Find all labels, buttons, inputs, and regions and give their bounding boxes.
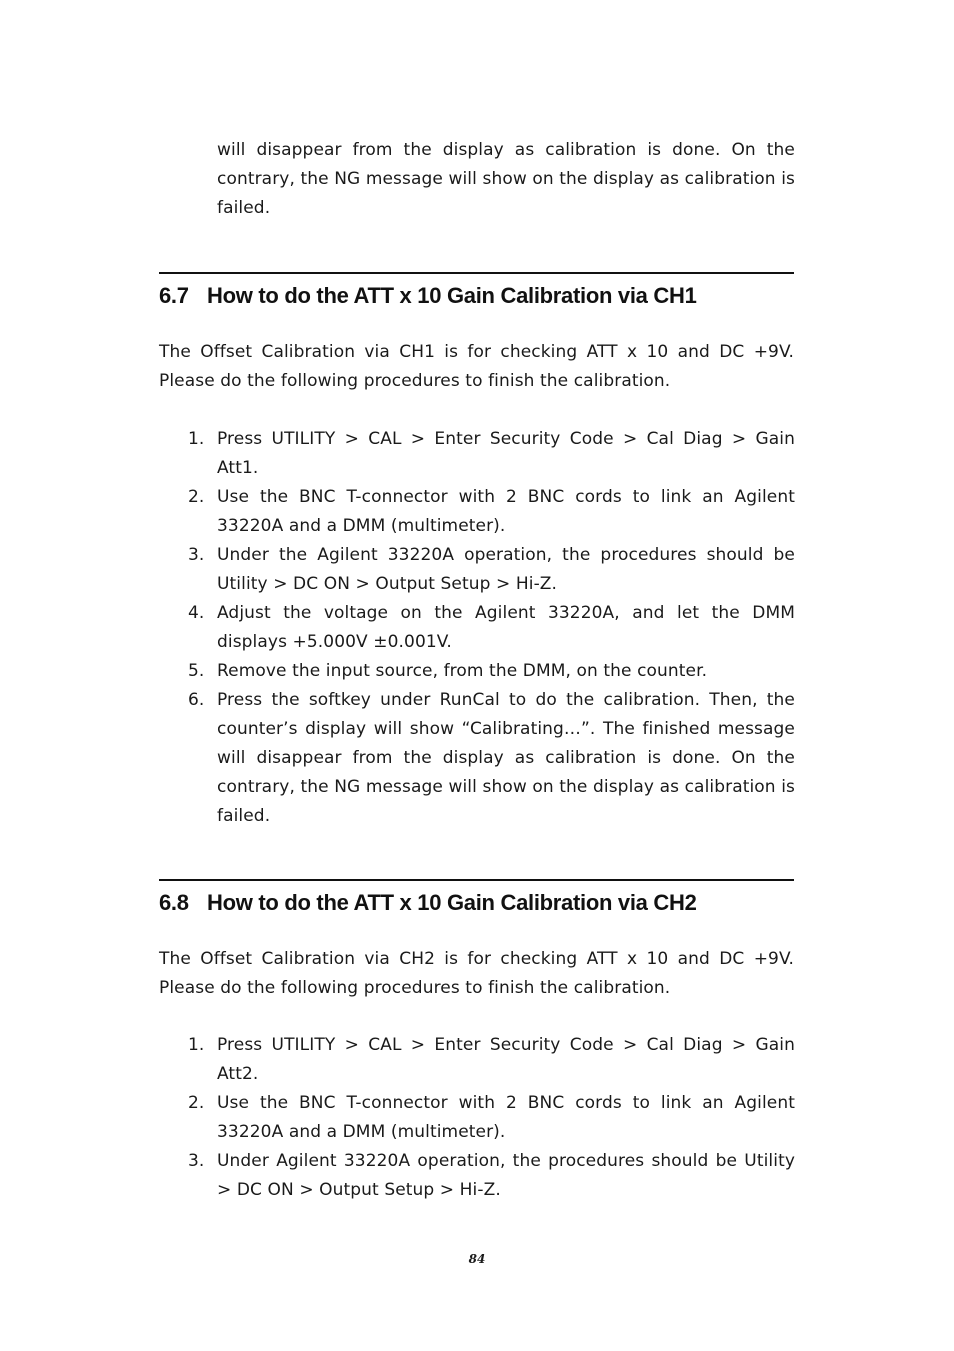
step-number: 2.	[188, 487, 205, 507]
page-number: 84	[468, 1252, 486, 1266]
section-6-7-steps	[159, 425, 795, 831]
list-item	[159, 1147, 795, 1205]
section-title: How to do the ATT x 10 Gain Calibration via CH2	[207, 890, 697, 915]
step-text: Under the Agilent 33220A operation, the procedures should be Utility > DC ON > Output Setup > Hi-Z.	[217, 545, 795, 594]
step-text: Press the softkey under RunCal to do the calibration. Then, the counter’s display will show “Calibrating…”. The finished message will disappear from the display as calibration is done. On the contrary, the NG message will show on the display as calibration is failed.	[217, 690, 795, 826]
list-item	[159, 483, 795, 541]
section-6-8-steps	[159, 1031, 795, 1205]
section-6-7-intro: The Offset Calibration via CH1 is for checking ATT x 10 and DC +9V. Please do the following procedures to finish the calibration.	[159, 342, 794, 391]
step-text: Under Agilent 33220A operation, the procedures should be Utility > DC ON > Output Setup > Hi-Z.	[217, 1151, 795, 1200]
step-text: Use the BNC T-connector with 2 BNC cords to link an Agilent 33220A and a DMM (multimeter).	[217, 1093, 795, 1142]
section-number: 6.8	[159, 890, 189, 915]
step-number: 3.	[188, 545, 205, 565]
list-item	[159, 541, 795, 599]
list-item	[159, 425, 795, 483]
step-text: Adjust the voltage on the Agilent 33220A, and let the DMM displays +5.000V ±0.001V.	[217, 603, 795, 652]
section-6-7-heading	[159, 282, 697, 310]
step-text: Remove the input source, from the DMM, on the counter.	[217, 661, 708, 681]
step-number: 1.	[188, 429, 205, 449]
section-number: 6.7	[159, 283, 189, 308]
section-6-8-rule	[159, 879, 794, 881]
step-number: 1.	[188, 1035, 205, 1055]
section-title: How to do the ATT x 10 Gain Calibration via CH1	[207, 283, 697, 308]
list-item	[159, 657, 795, 686]
step-number: 3.	[188, 1151, 205, 1171]
continuation-paragraph: will disappear from the display as calibration is done. On the contrary, the NG message will show on the display as calibration is failed.	[217, 140, 795, 218]
list-item	[159, 599, 795, 657]
step-text: Use the BNC T-connector with 2 BNC cords to link an Agilent 33220A and a DMM (multimeter).	[217, 487, 795, 536]
step-number: 4.	[188, 603, 205, 623]
list-item	[159, 1031, 795, 1089]
section-6-8-intro: The Offset Calibration via CH2 is for checking ATT x 10 and DC +9V. Please do the following procedures to finish the calibration.	[159, 949, 794, 998]
step-text: Press UTILITY > CAL > Enter Security Code > Cal Diag > Gain Att1.	[217, 429, 795, 478]
step-number: 6.	[188, 690, 205, 710]
step-number: 2.	[188, 1093, 205, 1113]
list-item	[159, 686, 795, 831]
step-number: 5.	[188, 661, 205, 681]
section-6-8-heading	[159, 889, 697, 917]
list-item	[159, 1089, 795, 1147]
step-text: Press UTILITY > CAL > Enter Security Code > Cal Diag > Gain Att2.	[217, 1035, 795, 1084]
section-6-7-rule	[159, 272, 794, 274]
